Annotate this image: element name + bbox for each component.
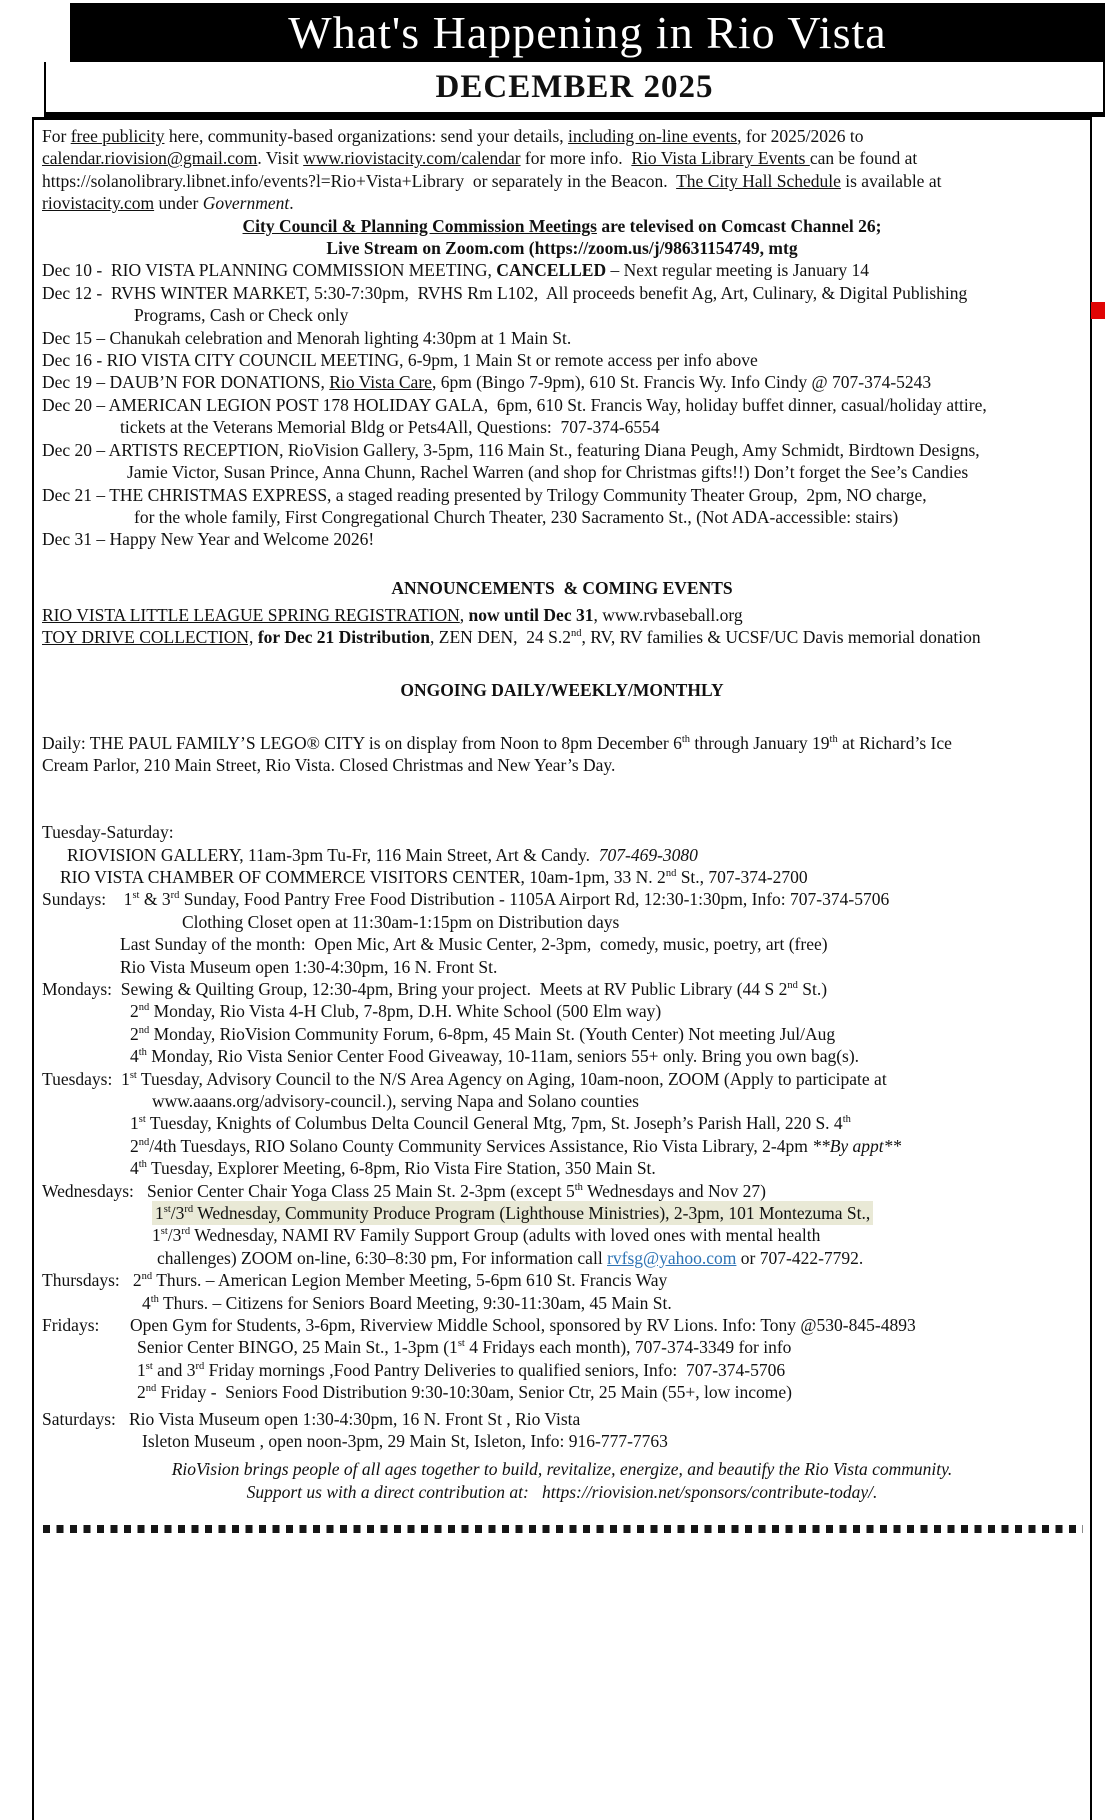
text-segment: under (154, 193, 203, 214)
text-line (42, 1408, 1082, 1430)
text-segment: 1 (137, 1359, 146, 1380)
title-banner (70, 3, 1105, 62)
text-segment: th (150, 1293, 159, 1305)
text-segment: 4 (142, 1292, 151, 1313)
text-line (42, 956, 1082, 978)
text-segment: Daily: THE PAUL FAMILY’S LEGO® CITY is on display from Noon to 8pm December 6 (42, 732, 682, 753)
text-segment: Sundays: 1 (42, 889, 133, 910)
month-header (44, 62, 1105, 117)
text-line (42, 439, 1082, 461)
text-segment: Wednesday, NAMI RV Family Support Group (adults with loved ones with mental health (190, 1225, 821, 1246)
text-segment: th (574, 1181, 583, 1193)
text-segment: Thursdays: 2 (42, 1270, 142, 1291)
text-segment: tickets at the Veterans Memorial Bldg or Pets4All, Questions: 707-374-6554 (120, 417, 660, 438)
text-segment: Tuesday, Advisory Council to the N/S Area Agency on Aging, 10am-noon, ZOOM (Apply to participate at (136, 1068, 887, 1089)
blank-line (42, 648, 1082, 670)
text-segment: th (138, 1047, 147, 1059)
text-segment: for Dec 21 Distribution (257, 626, 431, 647)
text-segment: Dec 21 – THE CHRISTMAS EXPRESS, a staged reading presented by Trilogy Community Theater Group, 2pm, NO charge, (42, 484, 927, 505)
text-segment: Fridays: Open Gym for Students, 3-6pm, Riverview Middle School, sponsored by RV Lions. Info: Tony @530-845-4893 (42, 1315, 916, 1336)
text-line (42, 821, 1082, 843)
text-segment: Cream Parlor, 210 Main Street, Rio Vista. Closed Christmas and New Year’s Day. (42, 754, 616, 775)
text-line (42, 147, 1082, 169)
text-segment: Thurs. – American Legion Member Meeting, 5-6pm 610 St. Francis Way (152, 1270, 668, 1291)
text-line (42, 506, 1082, 528)
text-segment: /4th Tuesdays, RIO Solano County Community Services Assistance, Rio Vista Library, 2-4pm (149, 1135, 813, 1156)
text-line (42, 1458, 1082, 1480)
text-segment: 707-469-3080 (598, 844, 698, 865)
text-segment: can be found at (809, 148, 918, 169)
text-segment: rd (184, 1204, 194, 1216)
text-line (42, 754, 1082, 776)
text-segment: ONGOING DAILY/WEEKLY/MONTHLY (400, 679, 724, 700)
text-segment: Thurs. – Citizens for Seniors Board Meeting, 9:30-11:30am, 45 Main St. (158, 1292, 672, 1313)
text-segment: Clothing Closet open at 11:30am-1:15pm on Distribution days (182, 911, 620, 932)
text-segment: /3 (170, 1203, 185, 1224)
cut-line-separator (43, 1525, 1083, 1533)
text-segment: Last Sunday of the month: Open Mic, Art & Music Center, 2-3pm, comedy, music, poetry, art (free) (120, 934, 828, 955)
text-segment: nd (665, 868, 677, 880)
text-segment: 1 (152, 1225, 161, 1246)
text-segment: calendar.riovision@gmail.com (42, 148, 258, 169)
text-segment: including on-line events (568, 126, 738, 146)
text-segment: Tuesdays: 1 (42, 1068, 130, 1089)
text-segment: Dec 15 – Chanukah celebration and Menorah lighting 4:30pm at 1 Main St. (42, 327, 572, 348)
text-line (42, 1292, 1082, 1314)
body-lines (42, 125, 1082, 1503)
newsletter-body (32, 117, 1092, 1820)
text-segment: Friday - Seniors Food Distribution 9:30-10:30am, Senior Ctr, 25 Main (55+, low income) (156, 1382, 792, 1403)
text-line (42, 1023, 1082, 1045)
text-segment: Dec 31 – Happy New Year and Welcome 2026! (42, 529, 375, 550)
text-line (42, 1068, 1082, 1090)
blank-line (42, 551, 1082, 573)
text-segment: nd (571, 628, 582, 640)
text-segment: Saturdays: Rio Vista Museum open 1:30-4:30pm, 16 N. Front St , Rio Vista (42, 1408, 581, 1429)
text-segment: . (289, 193, 294, 214)
text-segment: Monday, Rio Vista 4-H Club, 7-8pm, D.H. White School (500 Elm way) (149, 1001, 662, 1022)
text-segment: for more info. (520, 148, 632, 169)
text-segment: Isleton Museum , open noon-3pm, 29 Main St, Isleton, Info: 916-777-7763 (142, 1431, 668, 1452)
text-segment: nd (138, 1024, 150, 1036)
text-segment: st (163, 1204, 171, 1216)
text-segment: Tuesday, Explorer Meeting, 6-8pm, Rio Vista Fire Station, 350 Main St. (146, 1158, 656, 1179)
text-segment: Jamie Victor, Susan Prince, Anna Chunn, Rachel Warren (and shop for Christmas gifts!!) Don’t forget the See’s Candies (127, 462, 969, 483)
text-segment: here, community-based organizations: send your details, (164, 126, 569, 146)
text-line (42, 577, 1082, 599)
text-segment: www.riovistacity.com/calendar (303, 148, 521, 169)
text-segment: , 6pm (Bingo 7-9pm), 610 St. Francis Wy. Info Cindy @ 707-374-5243 (431, 372, 932, 393)
text-segment: is available at (840, 170, 942, 191)
text-line (42, 844, 1082, 866)
text-segment: RIO VISTA LITTLE LEAGUE SPRING REGISTRATION (42, 604, 460, 625)
text-line (42, 304, 1082, 326)
text-segment: Dec 20 – ARTISTS RECEPTION, RioVision Gallery, 3-5pm, 116 Main St., featuring Diana Peugh, Amy Schmidt, Birdtown Designs, (42, 439, 980, 460)
text-segment: th (842, 1114, 851, 1126)
text-segment: at Richard’s Ice (837, 732, 952, 753)
text-line (42, 170, 1082, 192)
text-line (42, 125, 1082, 147)
text-line (42, 732, 1082, 754)
text-line (42, 888, 1082, 910)
text-line (42, 394, 1082, 416)
text-line (42, 1045, 1082, 1067)
text-segment: Rio Vista Care (329, 372, 432, 393)
text-segment: CANCELLED (496, 260, 607, 281)
text-segment: 4 (130, 1046, 139, 1067)
text-segment: RioVision brings people of all ages together to build, revitalize, energize, and beautify the Rio Vista community. (171, 1459, 953, 1480)
text-segment: th (681, 733, 691, 745)
text-segment: nd (138, 1136, 150, 1148)
text-line (42, 1481, 1082, 1503)
text-segment: nd (141, 1271, 153, 1283)
text-segment: rd (170, 890, 180, 902)
text-line (42, 1269, 1082, 1291)
text-segment: and 3 (152, 1359, 196, 1380)
text-segment: Dec 12 - RVHS WINTER MARKET, 5:30-7:30pm, RVHS Rm L102, All proceeds benefit Ag, Art, Culinary, & Digital Publishing (42, 282, 968, 303)
text-segment: Tuesday-Saturday: (42, 822, 174, 843)
text-segment: Rio Vista Museum open 1:30-4:30pm, 16 N. Front St. (120, 956, 498, 977)
text-segment: www.aaans.org/advisory-council.), serving Napa and Solano counties (152, 1090, 639, 1111)
text-line (42, 866, 1082, 888)
text-line (42, 1336, 1082, 1358)
text-segment: , RV, RV families & UCSF/UC Davis memorial donation (581, 626, 981, 647)
text-segment: th (829, 733, 838, 745)
text-segment: Dec 16 - RIO VISTA CITY COUNCIL MEETING, 6-9pm, 1 Main St or remote access per info above (42, 350, 758, 371)
text-line (42, 282, 1082, 304)
text-segment: RIO VISTA CHAMBER OF COMMERCE VISITORS CENTER, 10am-1pm, 33 N. 2 (60, 866, 666, 887)
text-segment: Friday mornings ,Food Pantry Deliveries to qualified seniors, Info: 707-374-5706 (204, 1359, 786, 1380)
text-segment: ANNOUNCEMENTS & COMING EVENTS (391, 578, 733, 599)
highlighted-line (42, 1202, 1082, 1224)
text-segment: Rio Vista Library Events (631, 148, 810, 169)
text-segment: for the whole family, First Congregational Church Theater, 230 Sacramento St., (Not ADA-accessible: stairs) (134, 506, 899, 527)
text-segment: , ZEN DEN, 24 S.2 (430, 626, 572, 647)
text-line (42, 461, 1082, 483)
text-segment: City Council & Planning Commission Meetings (242, 215, 597, 236)
text-line (42, 349, 1082, 371)
red-edge-marker (1091, 302, 1105, 319)
text-segment: , www.rvbaseball.org (593, 604, 743, 625)
text-line (42, 911, 1082, 933)
text-line (42, 484, 1082, 506)
text-segment: Wednesday, Community Produce Program (Lighthouse Ministries), 2-3pm, 101 Montezuma St., (193, 1203, 871, 1224)
text-line (42, 259, 1082, 281)
text-line (42, 978, 1082, 1000)
text-segment: challenges) ZOOM on-line, 6:30–8:30 pm, For information call (157, 1247, 608, 1268)
text-segment: 4 (130, 1158, 139, 1179)
text-segment: 2 (137, 1382, 146, 1403)
text-line (42, 1224, 1082, 1246)
text-segment: now until Dec 31 (468, 604, 594, 625)
text-segment: 2 (130, 1135, 139, 1156)
text-segment: 1 (155, 1203, 164, 1224)
text-segment: free publicity (70, 126, 165, 146)
text-segment: https://solanolibrary.libnet.info/events?l=Rio+Vista+Library or separately in the Beacon. (42, 170, 677, 191)
text-segment: rd (195, 1361, 205, 1373)
text-segment: RIOVISION GALLERY, 11am-3pm Tu-Fr, 116 Main Street, Art & Candy. (67, 844, 599, 865)
text-segment: st (129, 1069, 137, 1081)
text-segment: , (459, 604, 469, 625)
text-line (42, 1381, 1082, 1403)
text-line (42, 215, 1082, 237)
text-segment: 1 (130, 1113, 139, 1134)
text-line (42, 1359, 1082, 1381)
text-line (42, 416, 1082, 438)
month-title: DECEMBER 2025 (435, 68, 714, 105)
text-line (42, 1090, 1082, 1112)
text-line (42, 192, 1082, 214)
text-segment: st (132, 890, 140, 902)
text-segment: The City Hall Schedule (676, 170, 841, 191)
text-segment: Senior Center BINGO, 25 Main St., 1-3pm (1 (137, 1337, 458, 1358)
text-line (42, 626, 1082, 648)
text-segment: nd (138, 1002, 150, 1014)
text-segment: Dec 10 - RIO VISTA PLANNING COMMISSION MEETING, (42, 260, 497, 281)
text-segment: /3 (167, 1225, 182, 1246)
text-segment: st (145, 1361, 153, 1373)
text-segment: st (457, 1338, 465, 1350)
page-title: What's Happening in Rio Vista (288, 7, 887, 58)
text-line (42, 679, 1082, 701)
text-segment: 4 Fridays each month), 707-374-3349 for info (464, 1337, 792, 1358)
text-segment: Monday, RioVision Community Forum, 6-8pm, 45 Main St. (Youth Center) Not meeting Jul/Aug (149, 1023, 836, 1044)
text-segment: & 3 (139, 889, 171, 910)
text-segment: Dec 19 – DAUB’N FOR DONATIONS, (42, 372, 330, 393)
text-segment: Sunday, Food Pantry Free Food Distribution - 1105A Airport Rd, 12:30-1:30pm, Info: 707-374-5706 (179, 889, 890, 910)
text-segment: St.) (797, 978, 828, 999)
text-line (42, 237, 1082, 259)
text-segment: TOY DRIVE COLLECTION, (42, 626, 254, 647)
text-segment: **By appt** (812, 1135, 902, 1156)
text-line (42, 1247, 1082, 1269)
text-line (42, 1000, 1082, 1022)
text-segment: st (138, 1114, 146, 1126)
text-segment: Tuesday, Knights of Columbus Delta Council General Mtg, 7pm, St. Joseph’s Parish Hall, 220 S. 4 (145, 1113, 843, 1134)
text-segment: St., 707-374-2700 (676, 866, 808, 887)
text-segment: – Next regular meeting is January 14 (606, 260, 870, 281)
blank-line (42, 709, 1082, 731)
text-line (42, 933, 1082, 955)
blank-line (42, 776, 1082, 798)
text-segment: are televised on Comcast Channel 26; (596, 215, 882, 236)
highlight-background (152, 1201, 873, 1225)
text-line (42, 1157, 1082, 1179)
text-segment: Dec 20 – AMERICAN LEGION POST 178 HOLIDAY GALA, 6pm, 610 St. Francis Way, holiday buffet dinner, casual/holiday attire, (42, 394, 987, 415)
blank-line (42, 799, 1082, 821)
text-segment: Programs, Cash or Check only (134, 305, 349, 326)
text-segment: 2 (130, 1001, 139, 1022)
text-segment: 2 (130, 1023, 139, 1044)
text-segment: or 707-422-7792. (736, 1247, 864, 1268)
text-segment: nd (145, 1383, 157, 1395)
text-segment: riovistacity.com (42, 193, 155, 214)
text-segment: Monday, Rio Vista Senior Center Food Giveaway, 10-11am, seniors 55+ only. Bring you own bag(s). (146, 1046, 860, 1067)
text-segment: through January 19 (690, 732, 830, 753)
text-segment: For (42, 126, 71, 146)
text-segment: Support us with a direct contribution at: https://riovision.net/sponsors/contribute-today/. (246, 1481, 878, 1502)
email-link[interactable]: rvfsg@yahoo.com (607, 1247, 737, 1268)
text-line (42, 1135, 1082, 1157)
text-segment: nd (787, 980, 798, 992)
text-segment: Wednesdays: Senior Center Chair Yoga Class 25 Main St. 2-3pm (except 5 (42, 1180, 575, 1201)
text-line (42, 1314, 1082, 1336)
text-segment: Mondays: Sewing & Quilting Group, 12:30-4pm, Bring your project. Meets at RV Public Library (44 S 2 (42, 978, 788, 999)
text-segment: . Visit (257, 148, 304, 169)
text-segment: st (160, 1226, 168, 1238)
text-line (42, 1180, 1082, 1202)
text-line (42, 327, 1082, 349)
text-line (42, 604, 1082, 626)
text-line (42, 1430, 1082, 1452)
text-segment: Live Stream on Zoom.com (https://zoom.us/j/98631154749, mtg (326, 238, 798, 259)
text-line (42, 371, 1082, 393)
text-segment: Wednesdays and Nov 27) (582, 1180, 766, 1201)
text-segment: Government (202, 193, 290, 214)
text-segment: , for 2025/2026 to (737, 126, 864, 146)
text-segment: rd (181, 1226, 191, 1238)
text-line (42, 1112, 1082, 1134)
text-segment: th (138, 1159, 147, 1171)
text-line (42, 528, 1082, 550)
